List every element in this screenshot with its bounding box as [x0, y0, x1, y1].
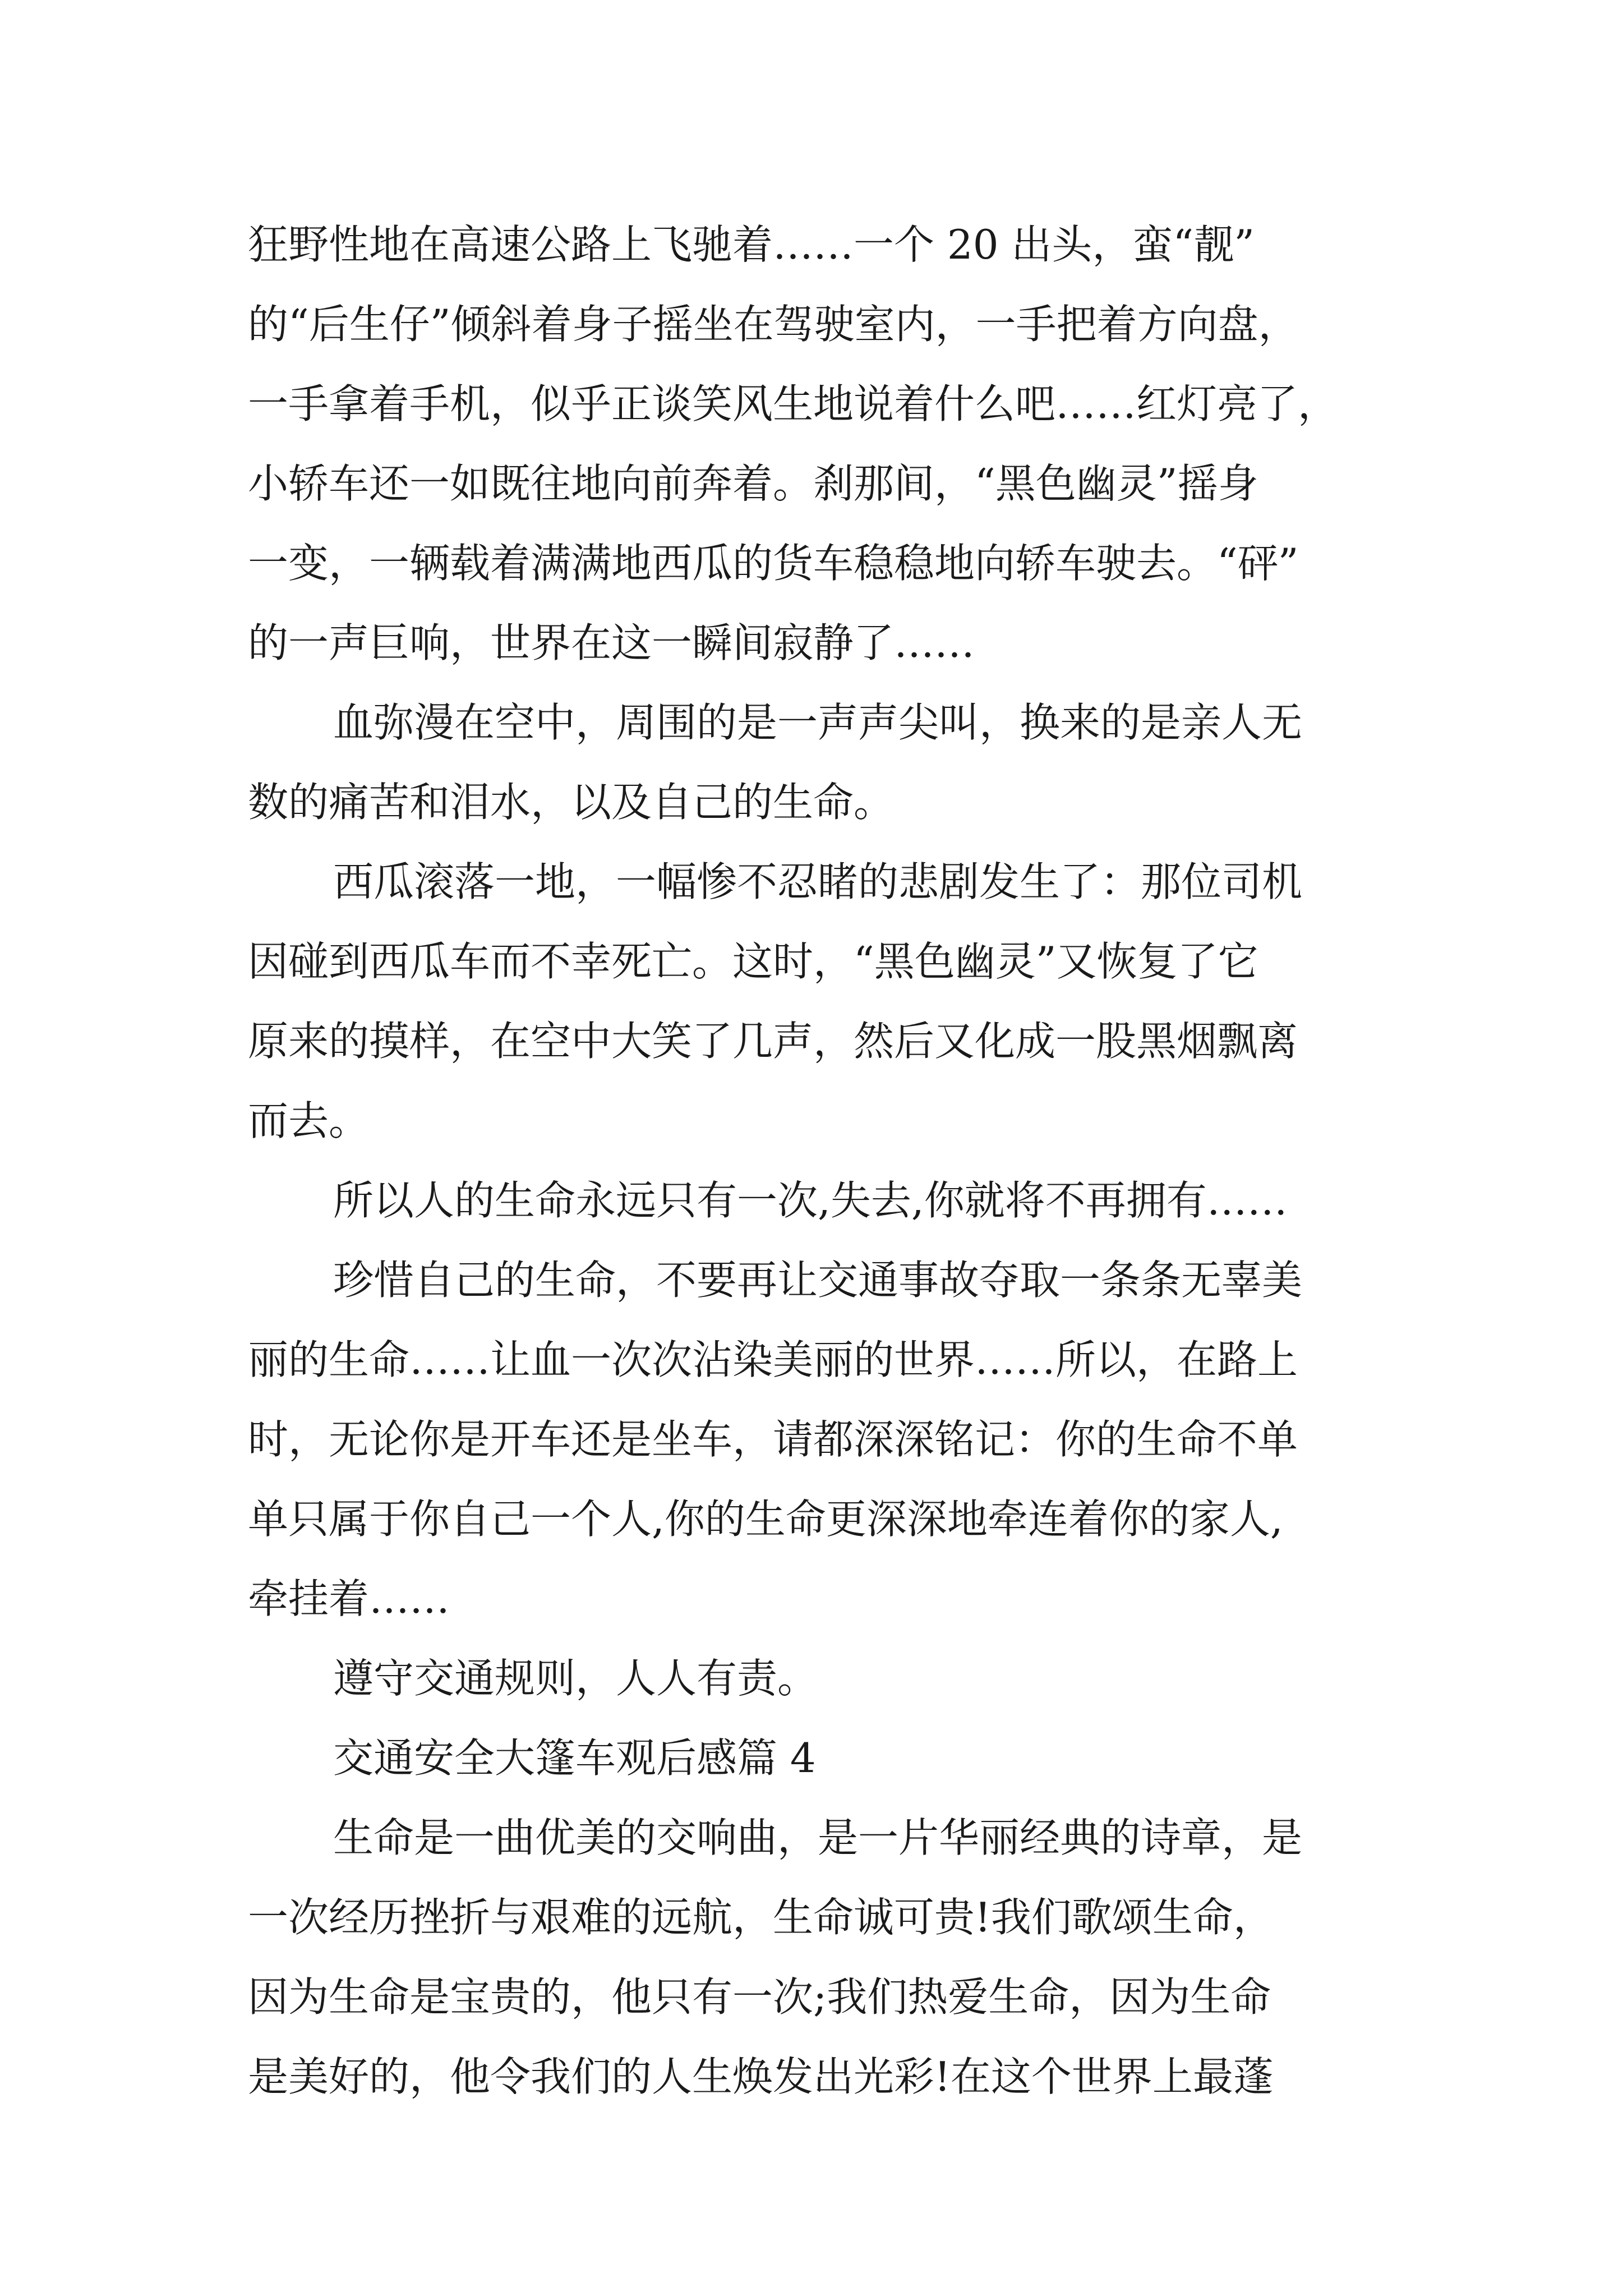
text-line: 遵守交通规则，人人有责。 — [333, 1655, 818, 1702]
text-line: 单只属于你自己一个人,你的生命更深深地牵连着你的家人, — [248, 1496, 1283, 1543]
document-body — [248, 205, 1386, 2116]
text-line: 珍惜自己的生命，不要再让交通事故夺取一条条无辜美 — [333, 1257, 1303, 1304]
text-line: 牵挂着…… — [248, 1575, 450, 1622]
text-line: 数的痛苦和泪水，以及自己的生命。 — [248, 779, 895, 826]
text-line: 狂野性地在高速公路上飞驰着……一个 20 出头，蛮“靓” — [248, 221, 1255, 268]
text-line: 是美好的，他令我们的人生焕发出光彩!在这个世界上最蓬 — [248, 2053, 1274, 2100]
text-line: 所以人的生命永远只有一次,失去,你就将不再拥有…… — [333, 1177, 1288, 1224]
text-line: 的一声巨响，世界在这一瞬间寂静了…… — [248, 619, 975, 666]
text-line: 因碰到西瓜车而不幸死亡。这时，“黑色幽灵”又恢复了它 — [248, 938, 1258, 985]
text-line: 时，无论你是开车还是坐车，请都深深铭记：你的生命不单 — [248, 1416, 1298, 1463]
text-line: 原来的摸样，在空中大笑了几声，然后又化成一股黑烟飘离 — [248, 1018, 1298, 1065]
section-heading: 交通安全大篷车观后感篇 4 — [333, 1734, 816, 1782]
text-line: 的“后生仔”倾斜着身子摇坐在驾驶室内，一手把着方向盘， — [248, 301, 1299, 348]
text-line: 丽的生命……让血一次次沾染美丽的世界……所以，在路上 — [248, 1336, 1298, 1383]
text-line: 血弥漫在空中，周围的是一声声尖叫，换来的是亲人无 — [333, 699, 1303, 746]
text-line: 西瓜滚落一地，一幅惨不忍睹的悲剧发生了：那位司机 — [333, 858, 1303, 905]
text-line: 一变，一辆载着满满地西瓜的货车稳稳地向轿车驶去。“砰” — [248, 540, 1299, 587]
text-line: 小轿车还一如既往地向前奔着。刹那间，“黑色幽灵”摇身 — [248, 460, 1258, 507]
text-line: 一次经历挫折与艰难的远航，生命诚可贵!我们歌颂生命， — [248, 1894, 1274, 1941]
text-line: 一手拿着手机，似乎正谈笑风生地说着什么吧……红灯亮了， — [248, 380, 1339, 427]
text-line: 因为生命是宝贵的，他只有一次;我们热爱生命，因为生命 — [248, 1973, 1271, 2021]
text-line: 而去。 — [248, 1097, 370, 1144]
text-line: 生命是一曲优美的交响曲，是一片华丽经典的诗章，是 — [333, 1814, 1303, 1861]
